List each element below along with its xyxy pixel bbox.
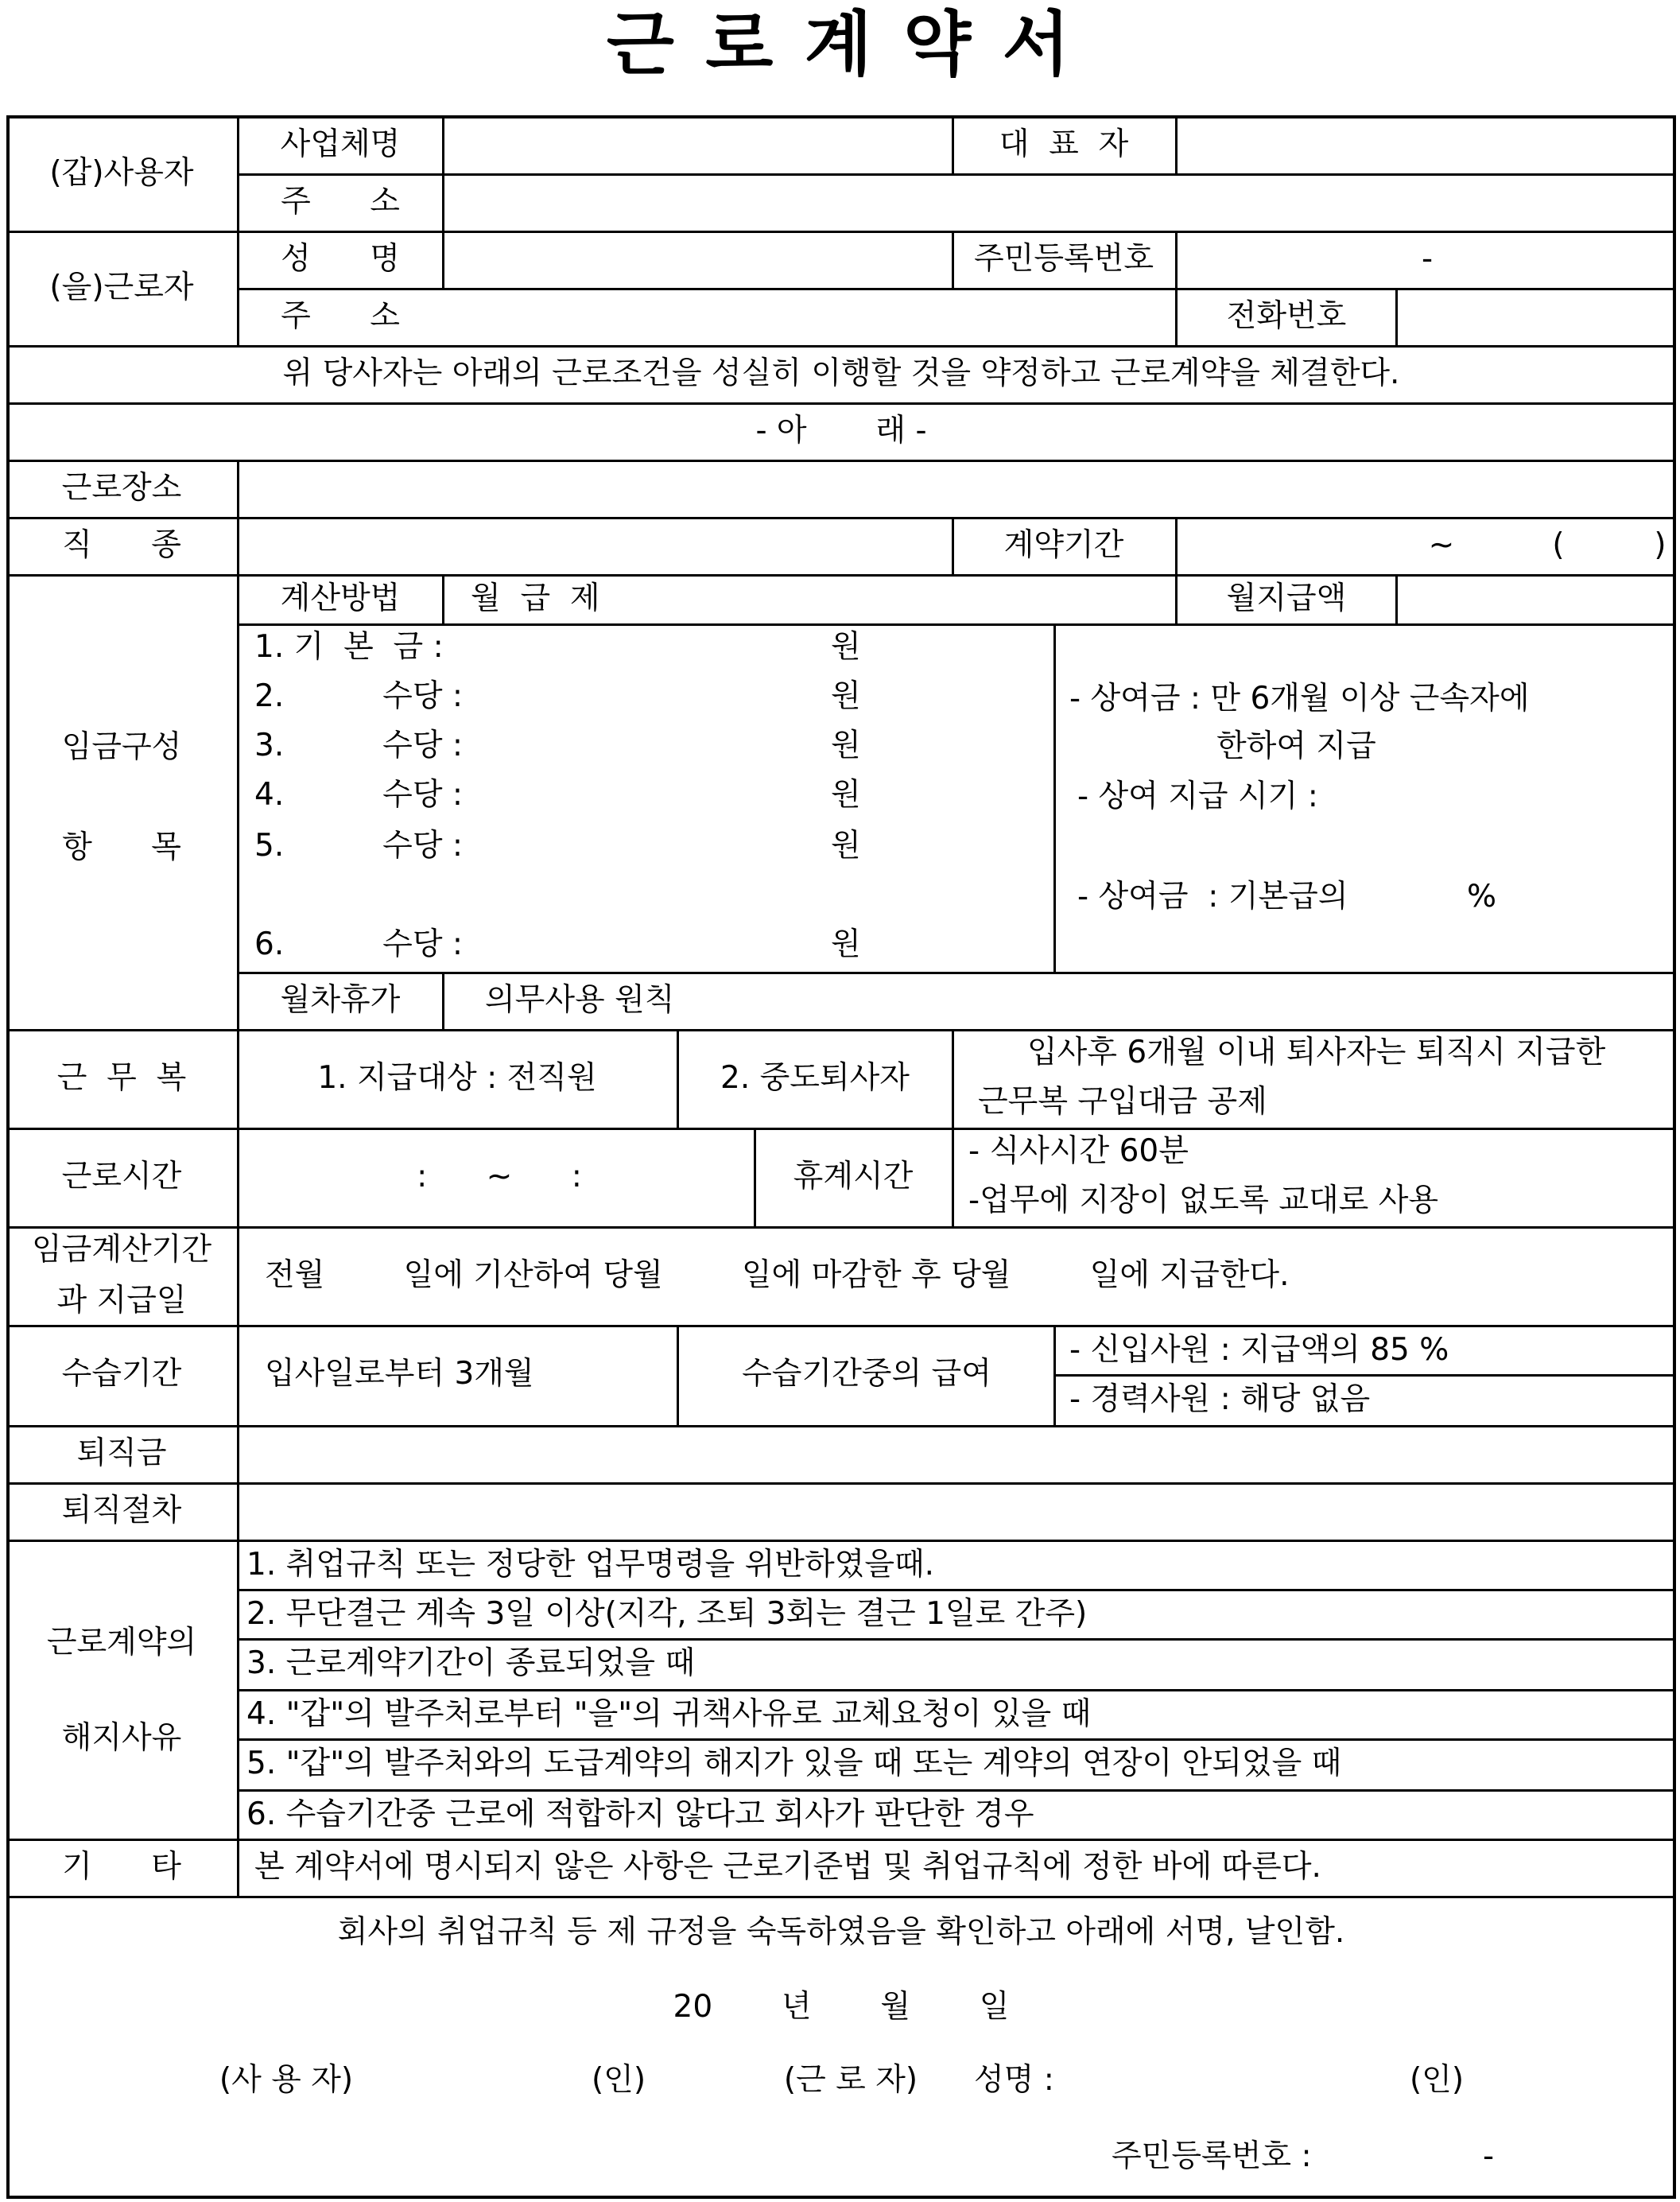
wage-item-5-unit: 원: [831, 828, 861, 864]
wage-item-2-unit: 원: [831, 678, 861, 714]
pay-period-value: 전월 일에 기산하여 당월 일에 마감한 후 당월 일에 지급한다.: [265, 1257, 1290, 1293]
break-time-line1: - 식사시간 60분: [968, 1133, 1189, 1169]
monthly-leave-label: 월차휴가: [280, 982, 401, 1018]
employee-label: (을)근로자: [49, 270, 194, 305]
wage-item-3: 3. 수당 :: [254, 728, 464, 763]
calc-method-label: 계산방법: [280, 581, 401, 616]
employee-seal: (인): [1409, 2062, 1465, 2098]
termination-reason-2: 2. 무단결근 계속 3일 이상(지각, 조퇴 3회는 결근 1일로 간주): [246, 1596, 1088, 1632]
bonus-line1: - 상여금 : 만 6개월 이상 근속자에: [1069, 681, 1530, 717]
other-value: 본 계약서에 명시되지 않은 사항은 근로기준법 및 취업규칙에 정한 바에 따른다.: [254, 1849, 1321, 1885]
resident-number-separator: -: [1421, 241, 1434, 277]
wage-item-2: 2. 수당 :: [254, 678, 464, 714]
contract-period-open-paren: (: [1552, 527, 1565, 563]
pay-period-label-line1: 임금계산기간: [31, 1232, 212, 1268]
below-heading: - 아 래 -: [755, 413, 927, 449]
wage-item-6-unit: 원: [831, 926, 861, 962]
signature-confirm: 회사의 취업규칙 등 제 규정을 숙독하였음을 확인하고 아래에 서명, 날인함.: [337, 1914, 1345, 1950]
work-hours-label: 근로시간: [61, 1159, 182, 1194]
wage-item-5: 5. 수당 :: [254, 828, 464, 864]
job-type-label: 직 종: [62, 527, 181, 563]
bonus-rate: - 상여금 : 기본급의: [1077, 879, 1348, 915]
wage-label-line1: 임금구성: [61, 729, 182, 765]
signature-resident-label: 주민등록번호 :: [1112, 2138, 1312, 2174]
bonus-timing: - 상여 지급 시기 :: [1077, 779, 1318, 814]
uniform-target: 1. 지급대상 : 전직원: [317, 1060, 597, 1096]
probation-value: 입사일로부터 3개월: [265, 1356, 534, 1392]
employee-name-signature-label: 성명 :: [974, 2062, 1054, 2098]
other-label: 기 타: [62, 1849, 181, 1885]
representative-label: 대 표 자: [999, 126, 1129, 162]
contract-period-close-paren: ): [1654, 527, 1666, 563]
termination-label-line1: 근로계약의: [46, 1625, 197, 1660]
termination-reason-3: 3. 근로계약기간이 종료되었을 때: [246, 1645, 696, 1681]
termination-label-line2: 해지사유: [61, 1720, 182, 1756]
termination-reason-6: 6. 수습기간중 근로에 적합하지 않다고 회사가 판단한 경우: [246, 1796, 1034, 1832]
wage-item-3-unit: 원: [831, 728, 861, 763]
uniform-label: 근 무 복: [56, 1060, 187, 1096]
workplace-label: 근로장소: [61, 470, 182, 506]
work-hours-value: : ~ :: [417, 1159, 582, 1194]
probation-pay-label: 수습기간중의 급여: [742, 1356, 991, 1392]
resignation-procedure-label: 퇴직절차: [61, 1493, 182, 1528]
termination-reason-5: 5. "갑"의 발주처와의 도급계약의 해지가 있을 때 또는 계약의 연장이 안되었을 때: [246, 1746, 1342, 1781]
wage-item-6: 6. 수당 :: [254, 926, 464, 962]
phone-label: 전화번호: [1226, 298, 1347, 334]
uniform-resignee: 2. 중도퇴사자: [720, 1060, 910, 1096]
wage-label-line2: 항 목: [62, 829, 181, 865]
severance-label: 퇴직금: [76, 1435, 167, 1471]
contract-period-label: 계약기간: [1003, 527, 1124, 563]
page-title: 근 로 계 약 서: [606, 3, 1074, 85]
wage-item-4: 4. 수당 :: [254, 777, 464, 813]
monthly-leave-value: 의무사용 원칙: [485, 982, 675, 1018]
calc-method-value: 월 급 제: [471, 581, 600, 616]
employer-label: (갑)사용자: [49, 155, 194, 191]
bonus-line2: 한하여 지급: [1216, 728, 1376, 764]
monthly-pay-label: 월지급액: [1226, 581, 1347, 616]
termination-reason-1: 1. 취업규칙 또는 정당한 업무명령을 위반하였을때.: [246, 1547, 935, 1583]
uniform-note-line2: 근무복 구입대금 공제: [978, 1084, 1267, 1120]
wage-item-4-unit: 원: [831, 777, 861, 813]
probation-experienced: - 경력사원 : 해당 없음: [1069, 1381, 1371, 1417]
wage-item-1: 1. 기 본 금 :: [254, 629, 444, 665]
pay-period-label-line2: 과 지급일: [56, 1283, 187, 1318]
employee-address-label: 주 소: [281, 298, 400, 334]
break-time-line2: -업무에 지장이 없도록 교대로 사용: [968, 1183, 1439, 1218]
employer-address-label: 주 소: [281, 184, 400, 219]
employee-name-label: 성 명: [281, 241, 400, 277]
termination-reason-4: 4. "갑"의 발주처로부터 "을"의 귀책사유로 교체요청이 있을 때: [246, 1696, 1092, 1732]
wage-item-1-unit: 원: [831, 629, 861, 665]
contract-period-tilde: ~: [1428, 527, 1455, 563]
company-name-label: 사업체명: [280, 126, 401, 162]
intro-sentence: 위 당사자는 아래의 근로조건을 성실히 이행할 것을 약정하고 근로계약을 체결한다.: [282, 355, 1400, 391]
resident-number-label: 주민등록번호: [973, 241, 1154, 277]
probation-label: 수습기간: [61, 1356, 182, 1392]
break-time-label: 휴계시간: [793, 1159, 914, 1194]
signature-date: 20 년 월 일: [673, 1989, 1010, 2025]
employer-seal: (인): [591, 2062, 646, 2098]
bonus-rate-unit: %: [1467, 879, 1497, 915]
signature-resident-separator: -: [1482, 2138, 1495, 2174]
uniform-note-line1: 입사후 6개월 이내 퇴사자는 퇴직시 지급한: [1027, 1035, 1606, 1070]
employee-signature-label: (근 로 자): [783, 2062, 918, 2098]
probation-new-hire: - 신입사원 : 지급액의 85 %: [1069, 1332, 1449, 1368]
employer-signature-label: (사 용 자): [219, 2062, 354, 2098]
